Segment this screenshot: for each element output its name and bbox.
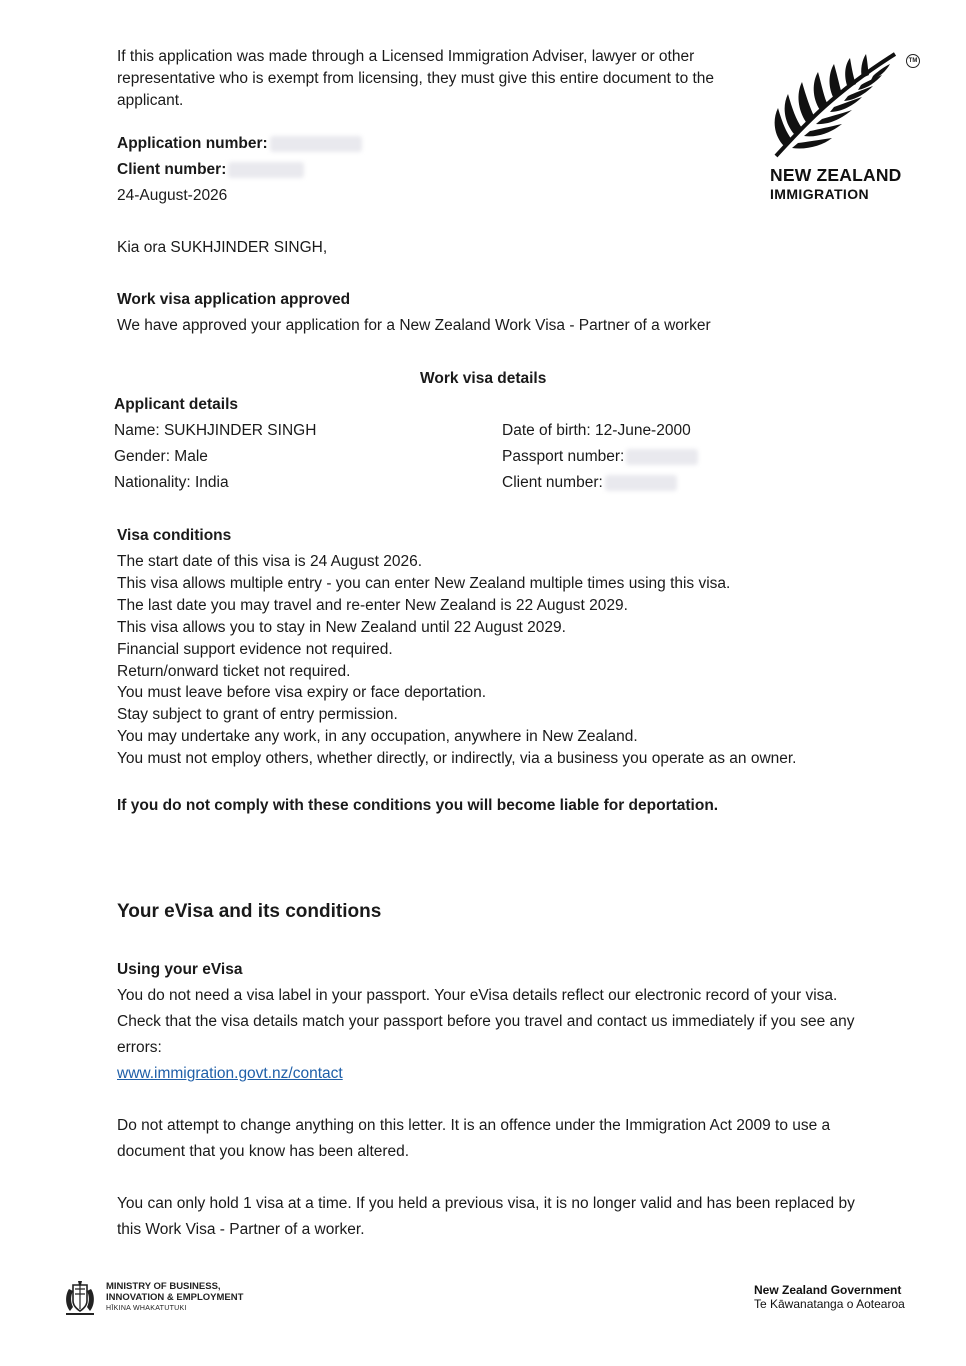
applicant-passport: Passport number: xyxy=(502,446,698,468)
condition-item: You must leave before visa expiry or face deportation. xyxy=(117,684,487,702)
using-evisa-text: You do not need a visa label in your passport. Your eVisa details reflect our electronic record of your visa. Check that the visa details match your passport before you travel and contact us immediately if you see any errors: xyxy=(117,987,855,1056)
alteration-warning: Do not attempt to change anything on this letter. It is an offence under the Immigration Act 2009 to use a document that you know has been altered. xyxy=(117,1117,831,1160)
redacted-applicant-client-number xyxy=(605,475,677,491)
conditions-list xyxy=(117,551,797,770)
redacted-application-number xyxy=(270,136,362,152)
details-heading: Work visa details xyxy=(420,370,547,387)
condition-item: Financial support evidence not required. xyxy=(117,640,393,658)
applicant-dob: Date of birth: 12-June-2000 xyxy=(502,422,691,439)
condition-item: This visa allows you to stay in New Zealand until 22 August 2029. xyxy=(117,618,566,636)
condition-item: The last date you may travel and re-enter New Zealand is 22 August 2029. xyxy=(117,596,628,614)
applicant-client-number: Client number: xyxy=(502,472,677,494)
redacted-passport-number xyxy=(626,449,698,465)
mbie-crest xyxy=(60,1279,100,1322)
condition-item: Return/onward ticket not required. xyxy=(117,662,351,680)
condition-item: The start date of this visa is 24 August 2026. xyxy=(117,553,423,570)
using-evisa-heading: Using your eVisa xyxy=(117,961,243,978)
conditions-heading: Visa conditions xyxy=(117,527,232,544)
applicant-heading: Applicant details xyxy=(114,396,239,413)
logo-title: NEW ZEALAND xyxy=(770,165,902,185)
mbie-wordmark: MINISTRY OF BUSINESS, INNOVATION & EMPLOYMENT HĪKINA WHAKATUTUKI xyxy=(106,1281,244,1312)
condition-item: This visa allows multiple entry - you can enter New Zealand multiple times using this visa. xyxy=(117,574,731,592)
client-number: Client number: xyxy=(117,159,304,181)
single-visa-notice: You can only hold 1 visa at a time. If you held a previous visa, it is no longer valid and has been replaced by this Work Visa - Partner of a worker. xyxy=(117,1195,855,1238)
approval-text: We have approved your application for a New Zealand Work Visa - Partner of a worker xyxy=(117,317,711,334)
redacted-client-number xyxy=(228,162,304,178)
condition-item: You must not employ others, whether directly, or indirectly, via a business you operate as an owner. xyxy=(117,750,797,768)
silver-fern-icon xyxy=(770,50,900,160)
condition-item: You may undertake any work, in any occupation, anywhere in New Zealand. xyxy=(117,728,638,746)
nz-government-wordmark: New Zealand Government Te Kāwanatanga o Aotearoa xyxy=(754,1283,905,1311)
applicant-name: Name: SUKHJINDER SINGH xyxy=(114,422,317,439)
application-number: Application number: xyxy=(117,133,362,155)
applicant-nationality: Nationality: India xyxy=(114,474,229,491)
intro-paragraph: If this application was made through a Licensed Immigration Adviser, lawyer or other representative who is exempt from licensing, they must give this entire document to the applicant. xyxy=(117,48,715,109)
greeting: Kia ora SUKHJINDER SINGH, xyxy=(117,239,328,256)
condition-item: Stay subject to grant of entry permission. xyxy=(117,706,398,724)
trademark-icon: TM xyxy=(906,54,920,68)
nz-coat-of-arms-icon xyxy=(60,1279,100,1317)
applicant-gender: Gender: Male xyxy=(114,448,208,465)
nz-immigration-logo xyxy=(770,50,920,203)
contact-link[interactable]: www.immigration.govt.nz/contact xyxy=(117,1065,343,1082)
evisa-heading: Your eVisa and its conditions xyxy=(117,901,382,922)
compliance-warning: If you do not comply with these conditions you will become liable for deportation. xyxy=(117,797,719,814)
letter-date: 24-August-2026 xyxy=(117,187,228,204)
logo-subtitle: IMMIGRATION xyxy=(770,186,870,202)
approval-heading: Work visa application approved xyxy=(117,291,351,308)
